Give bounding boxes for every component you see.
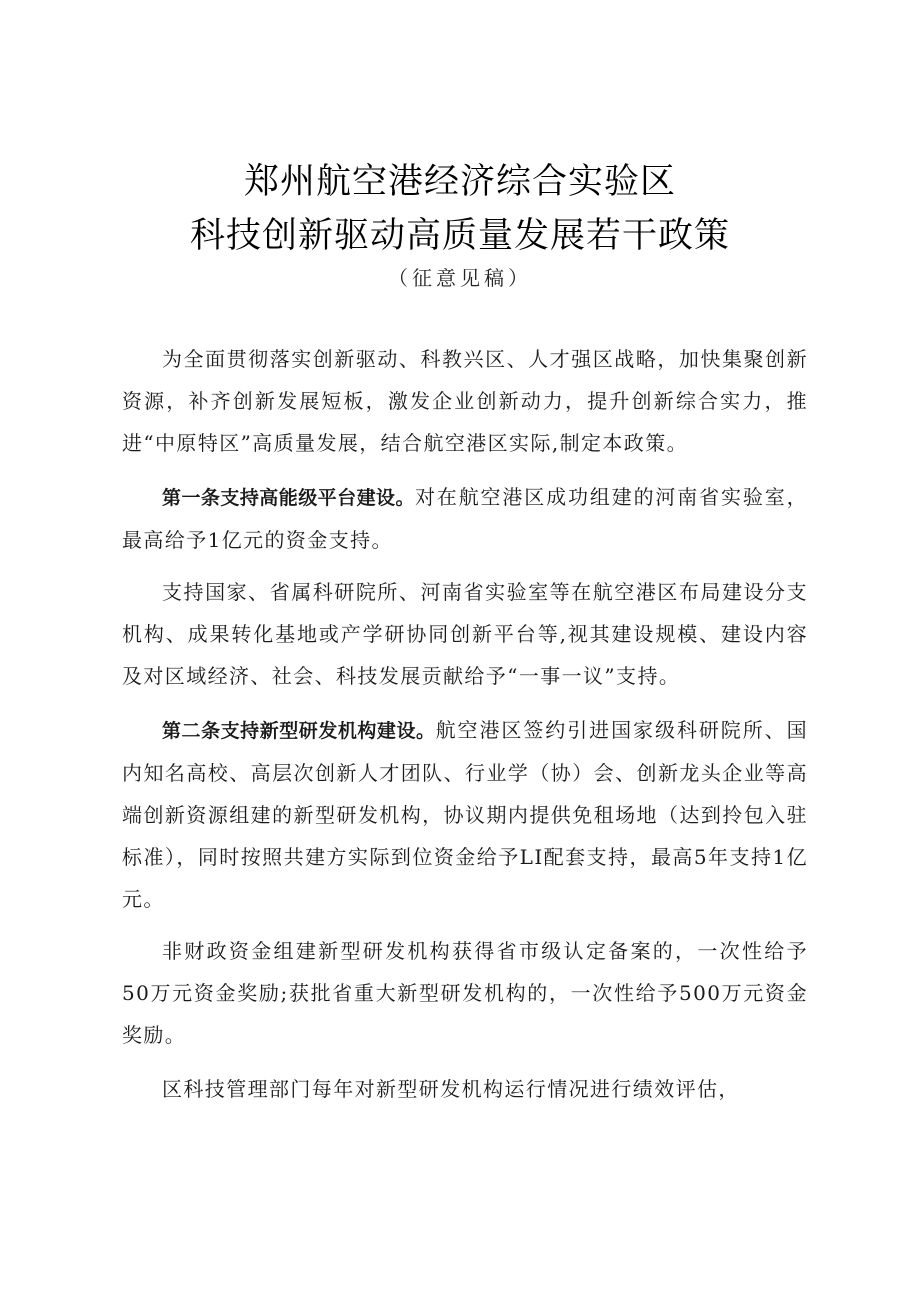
document-title-line-1: 郑州航空港经济综合实验区 — [243, 162, 676, 202]
intro-paragraph: 为全面贯彻落实创新驱动、科教兴区、人才强区战略，加快集聚创新资源，补齐创新发展短板，激发企业创新动力，提升创新综合实力，推进“中原特区”高质量发展，结合航空港区实际,制定本政策。 — [122, 347, 808, 455]
article-2-text: 航空港区签约引进国家级科研院所、国内知名高校、高层次创新人才团队、行业学（协）会、创新龙头企业等高端创新资源组建的新型研发机构，协议期内提供免租场地（达到拎包入驻标准），同时按照共建方实际到位资金给予LI配套支持，最高5年支持1亿元。 — [122, 718, 808, 911]
article-2-heading: 第二条支持新型研发机构建设。 — [162, 720, 436, 742]
article-2-paragraph-2: 非财政资金组建新型研发机构获得省市级认定备案的，一次性给予50万元资金奖励;获批省重大新型研发机构的，一次性给予500万元资金奖励。 — [122, 939, 808, 1047]
document-title-line-2: 科技创新驱动高质量发展若干政策 — [189, 216, 730, 256]
article-1-text: 对在航空港区成功组建的河南省实验室，最高给予1亿元的资金支持。 — [122, 485, 808, 552]
article-2-paragraph-3: 区科技管理部门每年对新型研发机构运行情况进行绩效评估， — [162, 1077, 740, 1101]
document-subtitle: （征意见稿） — [388, 266, 532, 290]
document-body — [122, 338, 808, 1122]
article-1-heading: 第一条支持高能级平台建设。 — [162, 487, 415, 509]
article-1-paragraph — [122, 476, 808, 561]
article-1-paragraph-2: 支持国家、省属科研院所、河南省实验室等在航空港区布局建设分支机构、成果转化基地或产学研协同创新平台等,视其建设规模、建设内容及对区域经济、社会、科技发展贡献给予“一事一议”支持。 — [122, 580, 808, 688]
article-2-paragraph — [122, 709, 808, 920]
